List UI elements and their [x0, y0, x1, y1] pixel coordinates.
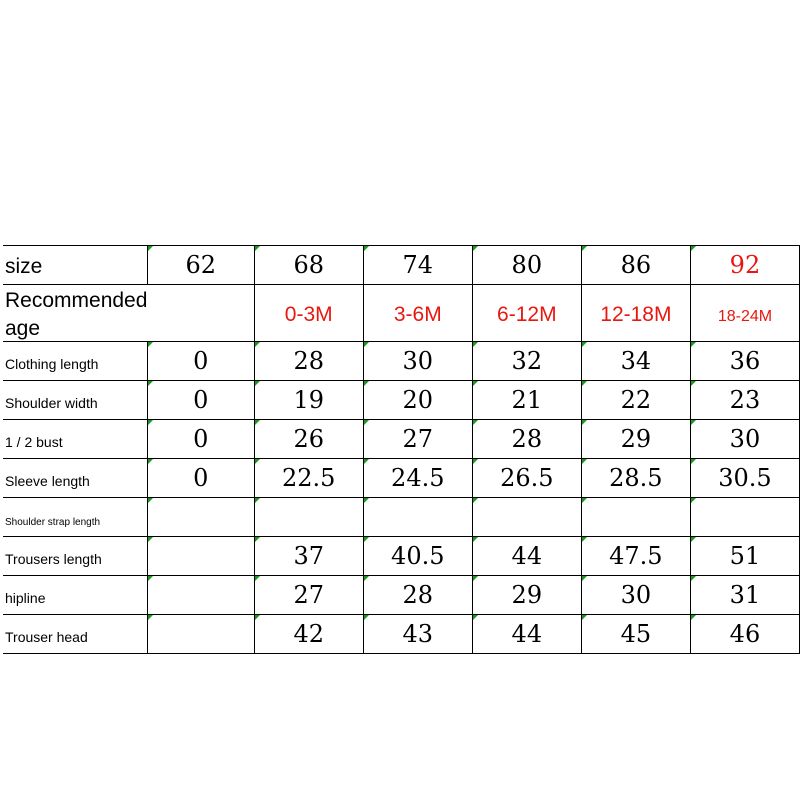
- value-cell: [147, 381, 254, 420]
- row-label-cell: [3, 576, 147, 615]
- row-label-cell: [3, 459, 147, 498]
- table-row: [3, 615, 800, 654]
- value-cell: [363, 342, 472, 381]
- row-label: Trousers length: [5, 551, 102, 567]
- value-text: 26: [293, 425, 324, 453]
- row-label-cell: [3, 381, 147, 420]
- table-row: [3, 459, 800, 498]
- value-text: 30: [620, 581, 652, 609]
- value-cell: [472, 420, 581, 459]
- age-cell: [147, 285, 254, 342]
- value-text: 43: [402, 620, 434, 648]
- table-row: [3, 342, 800, 381]
- value-text: 28: [511, 425, 543, 453]
- table-row: [3, 381, 800, 420]
- age-cell: 18-24M: [690, 285, 799, 342]
- value-cell: [363, 459, 472, 498]
- value-cell: [363, 615, 472, 654]
- value-text: 30: [402, 347, 434, 375]
- value-cell: [472, 537, 581, 576]
- value-cell: [363, 420, 472, 459]
- value-cell: [690, 615, 799, 654]
- value-text: 45: [620, 620, 652, 648]
- age-cell: 6-12M: [472, 285, 581, 342]
- value-text: 42: [293, 620, 324, 648]
- value-text: 21: [511, 386, 543, 414]
- value-cell: [254, 459, 363, 498]
- size-header-label: size: [3, 246, 147, 285]
- value-cell: [581, 420, 690, 459]
- value-cell: [147, 420, 254, 459]
- value-text: 30: [729, 425, 761, 453]
- row-label: Clothing length: [5, 356, 99, 372]
- value-cell: [581, 498, 690, 537]
- value-text: 40.5: [391, 542, 445, 570]
- value-cell: [581, 576, 690, 615]
- row-label: hipline: [5, 590, 46, 606]
- value-cell: [581, 381, 690, 420]
- row-label-cell: [3, 537, 147, 576]
- age-cell: 12-18M: [581, 285, 690, 342]
- size-header-cell: 68: [254, 246, 363, 285]
- value-text: 27: [402, 425, 434, 453]
- value-cell: [254, 615, 363, 654]
- table-row: [3, 576, 800, 615]
- value-cell: [690, 537, 799, 576]
- value-cell: [147, 537, 254, 576]
- size-header-cell: 86: [581, 246, 690, 285]
- value-cell: [690, 459, 799, 498]
- value-cell: [254, 420, 363, 459]
- value-cell: [581, 537, 690, 576]
- size-header-cell: 92: [690, 246, 799, 285]
- value-text: 0: [193, 386, 209, 414]
- value-cell: [363, 576, 472, 615]
- value-text: 0: [193, 464, 209, 492]
- value-text: 44: [511, 620, 543, 648]
- value-text: 19: [293, 386, 324, 414]
- value-cell: [147, 615, 254, 654]
- value-text: 36: [729, 347, 761, 375]
- value-text: 22: [620, 386, 652, 414]
- value-cell: [254, 381, 363, 420]
- value-cell: [147, 342, 254, 381]
- value-text: 47.5: [609, 542, 663, 570]
- value-cell: [254, 342, 363, 381]
- value-text: 51: [729, 542, 761, 570]
- value-cell: [472, 498, 581, 537]
- size-header-cell: 62: [147, 246, 254, 285]
- value-text: 31: [729, 581, 761, 609]
- value-text: 29: [511, 581, 543, 609]
- size-header-cell: 80: [472, 246, 581, 285]
- row-label-cell: [3, 420, 147, 459]
- value-cell: [254, 576, 363, 615]
- value-cell: [690, 381, 799, 420]
- value-text: 46: [729, 620, 761, 648]
- table-row: [3, 498, 800, 537]
- value-cell: [581, 342, 690, 381]
- table-row: [3, 537, 800, 576]
- value-cell: [581, 459, 690, 498]
- size-header-cell: 74: [363, 246, 472, 285]
- measurement-rows: [3, 342, 800, 654]
- size-chart-table: [3, 245, 800, 654]
- value-cell: [147, 498, 254, 537]
- size-header-row: [3, 246, 800, 285]
- value-text: 23: [729, 386, 761, 414]
- value-text: 32: [511, 347, 543, 375]
- age-row: [3, 285, 800, 342]
- value-cell: [254, 498, 363, 537]
- value-text: 29: [620, 425, 652, 453]
- value-cell: [472, 615, 581, 654]
- value-cell: [581, 615, 690, 654]
- age-cell: 0-3M: [254, 285, 363, 342]
- value-text: 30.5: [718, 464, 772, 492]
- value-text: 22.5: [282, 464, 336, 492]
- value-cell: [690, 342, 799, 381]
- value-cell: [363, 381, 472, 420]
- value-text: 27: [293, 581, 324, 609]
- value-text: 37: [293, 542, 324, 570]
- value-cell: [690, 576, 799, 615]
- row-label-cell: [3, 498, 147, 537]
- value-text: 26.5: [500, 464, 554, 492]
- value-cell: [690, 420, 799, 459]
- value-text: 44: [511, 542, 543, 570]
- value-cell: [363, 498, 472, 537]
- value-cell: [147, 459, 254, 498]
- value-text: 28: [402, 581, 434, 609]
- row-label: Trouser head: [5, 629, 88, 645]
- value-text: 0: [193, 425, 209, 453]
- age-row-label: Recommended age: [3, 285, 147, 342]
- row-label: Shoulder width: [5, 395, 98, 411]
- age-cell: 3-6M: [363, 285, 472, 342]
- value-cell: [472, 459, 581, 498]
- row-label: 1 / 2 bust: [5, 434, 63, 450]
- value-text: 20: [402, 386, 434, 414]
- value-text: 28: [293, 347, 324, 375]
- row-label: Shoulder strap length: [5, 517, 101, 528]
- value-text: 28.5: [609, 464, 663, 492]
- row-label: Sleeve length: [5, 473, 90, 489]
- value-cell: [472, 342, 581, 381]
- table-row: [3, 420, 800, 459]
- value-text: 34: [620, 347, 652, 375]
- row-label-cell: [3, 615, 147, 654]
- row-label-cell: [3, 342, 147, 381]
- value-cell: [690, 498, 799, 537]
- value-cell: [254, 537, 363, 576]
- value-cell: [472, 576, 581, 615]
- value-text: 0: [193, 347, 209, 375]
- value-cell: [472, 381, 581, 420]
- value-text: 24.5: [391, 464, 445, 492]
- value-cell: [363, 537, 472, 576]
- value-cell: [147, 576, 254, 615]
